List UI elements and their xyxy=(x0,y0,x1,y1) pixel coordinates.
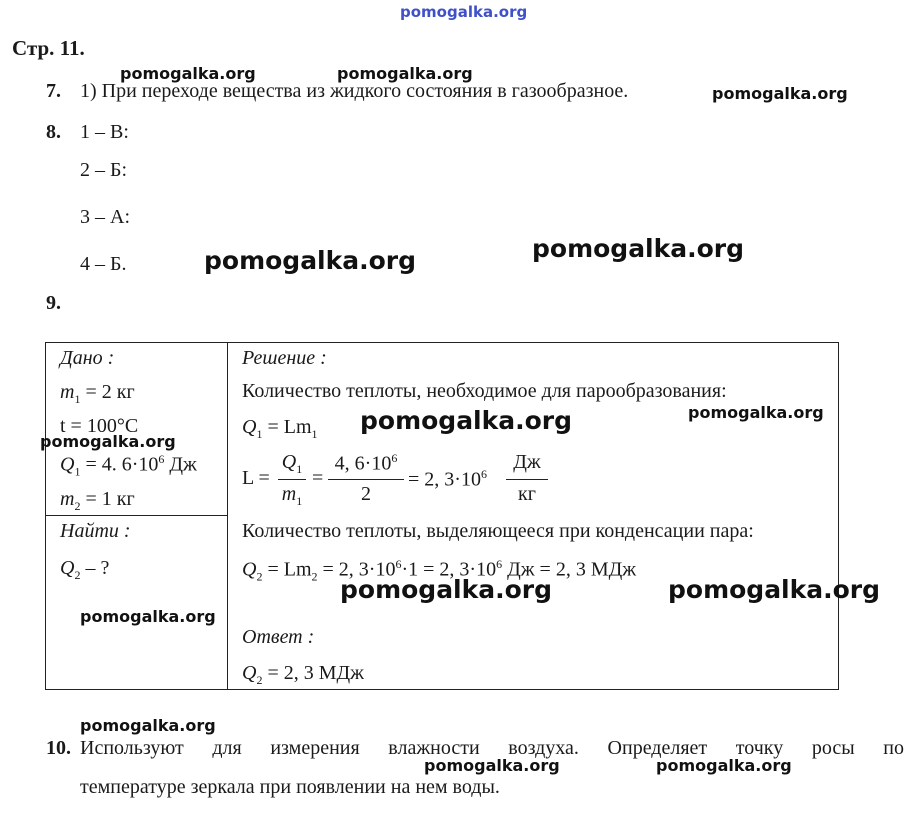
solution-line-2: Количество теплоты, выделяющееся при конденсации пара: xyxy=(242,520,754,542)
page-label: Стр. 11. xyxy=(12,36,85,60)
answer-title: Ответ : xyxy=(242,626,315,648)
watermark: pomogalka.org xyxy=(337,64,473,83)
solution-line-1: Количество теплоты, необходимое для парообразования: xyxy=(242,380,727,402)
given-t: t = 100°C xyxy=(60,415,139,437)
given-title: Дано : xyxy=(60,347,115,369)
watermark: pomogalka.org xyxy=(424,756,560,775)
answer-item: 2 – Б: xyxy=(80,159,128,181)
watermark-top: pomogalka.org xyxy=(400,3,528,21)
question-7-text: 1) При переходе вещества из жидкого состояния в газообразное. xyxy=(80,80,629,102)
watermark: pomogalka.org xyxy=(204,246,417,275)
answer-item: 1 – В: xyxy=(80,121,129,143)
solution-title: Решение : xyxy=(242,347,327,369)
watermark: pomogalka.org xyxy=(80,607,216,626)
watermark: pomogalka.org xyxy=(656,756,792,775)
question-8-number: 8. xyxy=(46,121,61,143)
given-q1: $Q_1 = 4$. $6\cdot 10^6$ Дж xyxy=(60,452,197,479)
question-10-line-2: температуре зеркала при появлении на нем воды. xyxy=(80,776,500,798)
equation-q1: $Q_1 = Lm_1$ xyxy=(242,416,318,441)
answer-value: $Q_2 = 2$, 3 МДж xyxy=(242,662,364,687)
given-m2: $m_2 = 1$ кг xyxy=(60,488,135,513)
watermark: pomogalka.org xyxy=(120,64,256,83)
watermark: pomogalka.org xyxy=(712,84,848,103)
watermark: pomogalka.org xyxy=(688,403,824,422)
question-9-number: 9. xyxy=(46,292,61,314)
find-title: Найти : xyxy=(60,520,131,542)
watermark: pomogalka.org xyxy=(668,575,881,604)
watermark: pomogalka.org xyxy=(340,575,553,604)
watermark: pomogalka.org xyxy=(532,234,745,263)
given-m1: $m_1 = 2$ кг xyxy=(60,381,135,406)
equation-q2: $Q_2 = Lm_2 = 2$, $3\cdot 10^6\cdot 1 = 2$, $3\cdot 10^6$ Дж = 2, 3 МДж xyxy=(242,557,637,584)
answer-item: 4 – Б. xyxy=(80,253,127,275)
find-q2: $Q_2$ – ? xyxy=(60,557,110,582)
watermark: pomogalka.org xyxy=(40,432,176,451)
question-10-number: 10. xyxy=(46,737,71,759)
watermark: pomogalka.org xyxy=(80,716,216,735)
watermark: pomogalka.org xyxy=(360,406,573,435)
question-10-line-1: Используют для измерения влажности воздуха. Определяет точку росы по xyxy=(80,737,904,759)
question-7-number: 7. xyxy=(46,80,61,102)
answer-item: 3 – А: xyxy=(80,206,130,228)
